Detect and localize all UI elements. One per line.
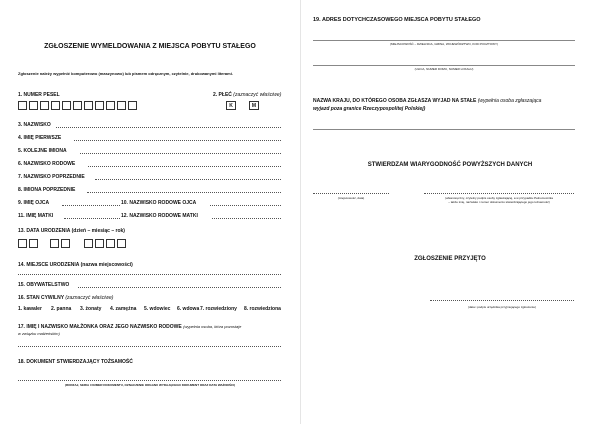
signature-field[interactable]: [424, 193, 574, 194]
birth-place-label: 14. MIEJSCE URODZENIA (nazwa miejscowości): [18, 262, 133, 268]
sex-k-checkbox[interactable]: K: [226, 101, 236, 110]
previous-surname-label: 7. NAZWISKO POPRZEDNIE: [18, 174, 85, 180]
form-title: ZGŁOSZENIE WYMELDOWANIA Z MIEJSCA POBYTU STAŁEGO: [44, 43, 256, 50]
birth-date-digit-box[interactable]: [84, 239, 93, 248]
birth-date-digit-box[interactable]: [18, 239, 27, 248]
sex-m-checkbox[interactable]: M: [249, 101, 259, 110]
instruction-text: Zgłoszenie należy wypełnić komputerowo (maszynowo) lub pismem odręcznym, czytelnie, drukowanymi literami.: [18, 71, 233, 76]
address-locality-field[interactable]: [313, 40, 575, 41]
address-street-caption: (ULICA, NUMER DOMU, NUMER LOKALU): [414, 67, 474, 71]
clerk-signature-caption: (data i podpis urzędnika przyjmującego zgłoszenie): [467, 305, 537, 309]
previous-surname-field[interactable]: [95, 179, 281, 180]
civil-option-7[interactable]: 7. rozwiedziony: [200, 306, 237, 312]
pesel-digit-box[interactable]: [128, 101, 137, 110]
spouse-hint: (wypełnia osoba, która pozostaje: [183, 324, 242, 329]
sex-hint: (zaznaczyć właściwe): [233, 92, 282, 98]
other-names-label: 5. KOLEJNE IMIONA: [18, 148, 67, 154]
pesel-label: 1. NUMER PESEL: [18, 92, 60, 98]
civil-option-5[interactable]: 5. wdowiec: [144, 306, 171, 312]
signature-caption-1: (własnoręczny, czytelny podpis osoby zgłaszającej, a w przypadku Pełnomocnika: [445, 196, 553, 200]
pesel-digit-box[interactable]: [51, 101, 60, 110]
mother-family-name-field[interactable]: [212, 218, 281, 219]
pesel-digit-box[interactable]: [18, 101, 27, 110]
previous-address-label: 19. ADRES DOTYCHCZASOWEGO MIEJSCA POBYTU STAŁEGO: [313, 17, 481, 23]
country-hint: (wypełnia osoba zgłaszająca: [477, 98, 542, 104]
civil-option-4[interactable]: 4. zamężna: [110, 306, 137, 312]
spouse-label: [18, 324, 241, 330]
pesel-digit-box[interactable]: [106, 101, 115, 110]
previous-names-field[interactable]: [87, 192, 281, 193]
clerk-signature-field[interactable]: [430, 300, 574, 301]
mother-name-field[interactable]: [64, 218, 120, 219]
first-name-field[interactable]: [74, 140, 281, 141]
spouse-hint-2: w związku małżeńskim): [18, 331, 60, 336]
accepted-title: ZGŁOSZENIE PRZYJĘTO: [414, 256, 486, 262]
civil-status-label: [18, 295, 113, 301]
father-family-name-label: 10. NAZWISKO RODOWE OJCA: [121, 200, 197, 206]
civil-option-8[interactable]: 8. rozwiedziona: [244, 306, 281, 312]
id-document-field[interactable]: [18, 380, 281, 381]
civil-option-3[interactable]: 3. żonaty: [80, 306, 102, 312]
citizenship-field[interactable]: [78, 287, 281, 288]
signature-caption-2: – także imię, nazwisko i numer dokumentu stwierdzającego jego tożsamość): [448, 200, 550, 204]
surname-label: 3. NAZWISKO: [18, 122, 51, 128]
pesel-digit-box[interactable]: [95, 101, 104, 110]
civil-option-2[interactable]: 2. panna: [51, 306, 72, 312]
pesel-digit-box[interactable]: [84, 101, 93, 110]
birth-date-digit-box[interactable]: [95, 239, 104, 248]
pesel-digit-box[interactable]: [40, 101, 49, 110]
address-locality-caption: (MIEJSCOWOŚĆ – DZIELNICA, GMINA, WOJEWÓDZTWO, KOD POCZTOWY): [390, 42, 498, 46]
place-date-field[interactable]: [313, 193, 389, 194]
birth-date-digit-box[interactable]: [117, 239, 126, 248]
mother-family-name-label: 12. NAZWISKO RODOWE MATKI: [121, 213, 198, 219]
citizenship-label: 15. OBYWATELSTWO: [18, 282, 70, 288]
civil-status-hint: (zaznaczyć właściwe): [65, 295, 114, 301]
sex-label-text: 2. PŁEĆ: [213, 92, 232, 98]
pesel-digit-box[interactable]: [117, 101, 126, 110]
previous-names-label: 8. IMIONA POPRZEDNIE: [18, 187, 76, 193]
id-document-caption: (RODZAJ, SERIA I NUMER DOKUMENTU, OZNACZENIE ORGANU WYDAJĄCEGO DOKUMENT ORAZ DATA WAŻNOŚCI): [65, 383, 235, 387]
pesel-digit-box[interactable]: [73, 101, 82, 110]
country-hint-2: wyjazd poza granice Rzeczypospolitej Polskiej): [313, 106, 426, 112]
spouse-label-text: 17. IMIĘ I NAZWISKO MAŁŻONKA ORAZ JEGO NAZWISKO RODOWE: [18, 324, 182, 330]
spouse-field[interactable]: [18, 346, 281, 347]
family-name-field[interactable]: [88, 166, 281, 167]
right-page: [300, 0, 600, 424]
birth-date-digit-box[interactable]: [61, 239, 70, 248]
birth-place-field[interactable]: [18, 274, 281, 275]
civil-option-6[interactable]: 6. wdowa: [177, 306, 200, 312]
mother-name-label: 11. IMIĘ MATKI: [18, 213, 54, 219]
address-street-field[interactable]: [313, 65, 575, 66]
first-name-label: 4. IMIĘ PIERWSZE: [18, 135, 62, 141]
place-date-caption: (miejscowość, data): [337, 196, 365, 200]
confirm-title: STWIERDZAM WIARYGODNOŚĆ POWYŻSZYCH DANYCH: [367, 162, 533, 168]
father-name-label: 9. IMIĘ OJCA: [18, 200, 50, 206]
birth-date-digit-box[interactable]: [106, 239, 115, 248]
birth-date-digit-box[interactable]: [50, 239, 59, 248]
id-document-label: 18. DOKUMENT STWIERDZAJĄCY TOŻSAMOŚĆ: [18, 359, 133, 365]
civil-status-label-text: 16. STAN CYWILNY: [18, 295, 64, 301]
pesel-digit-box[interactable]: [62, 101, 71, 110]
father-name-field[interactable]: [62, 205, 120, 206]
family-name-label: 6. NAZWISKO RODOWE: [18, 161, 76, 167]
country-label-text: NAZWA KRAJU, DO KTÓREGO OSOBA ZGŁASZA WYJAD NA STAŁE: [313, 98, 477, 104]
country-field[interactable]: [313, 129, 575, 130]
birth-date-label: 13. DATA URODZENIA (dzień – miesiąc – rok): [18, 228, 125, 234]
birth-date-digit-box[interactable]: [29, 239, 38, 248]
father-family-name-field[interactable]: [210, 205, 281, 206]
country-label: [313, 98, 541, 104]
surname-field[interactable]: [56, 127, 281, 128]
other-names-field[interactable]: [80, 153, 281, 154]
civil-option-1[interactable]: 1. kawaler: [18, 306, 42, 312]
pesel-digit-box[interactable]: [29, 101, 38, 110]
sex-label: [213, 92, 281, 98]
